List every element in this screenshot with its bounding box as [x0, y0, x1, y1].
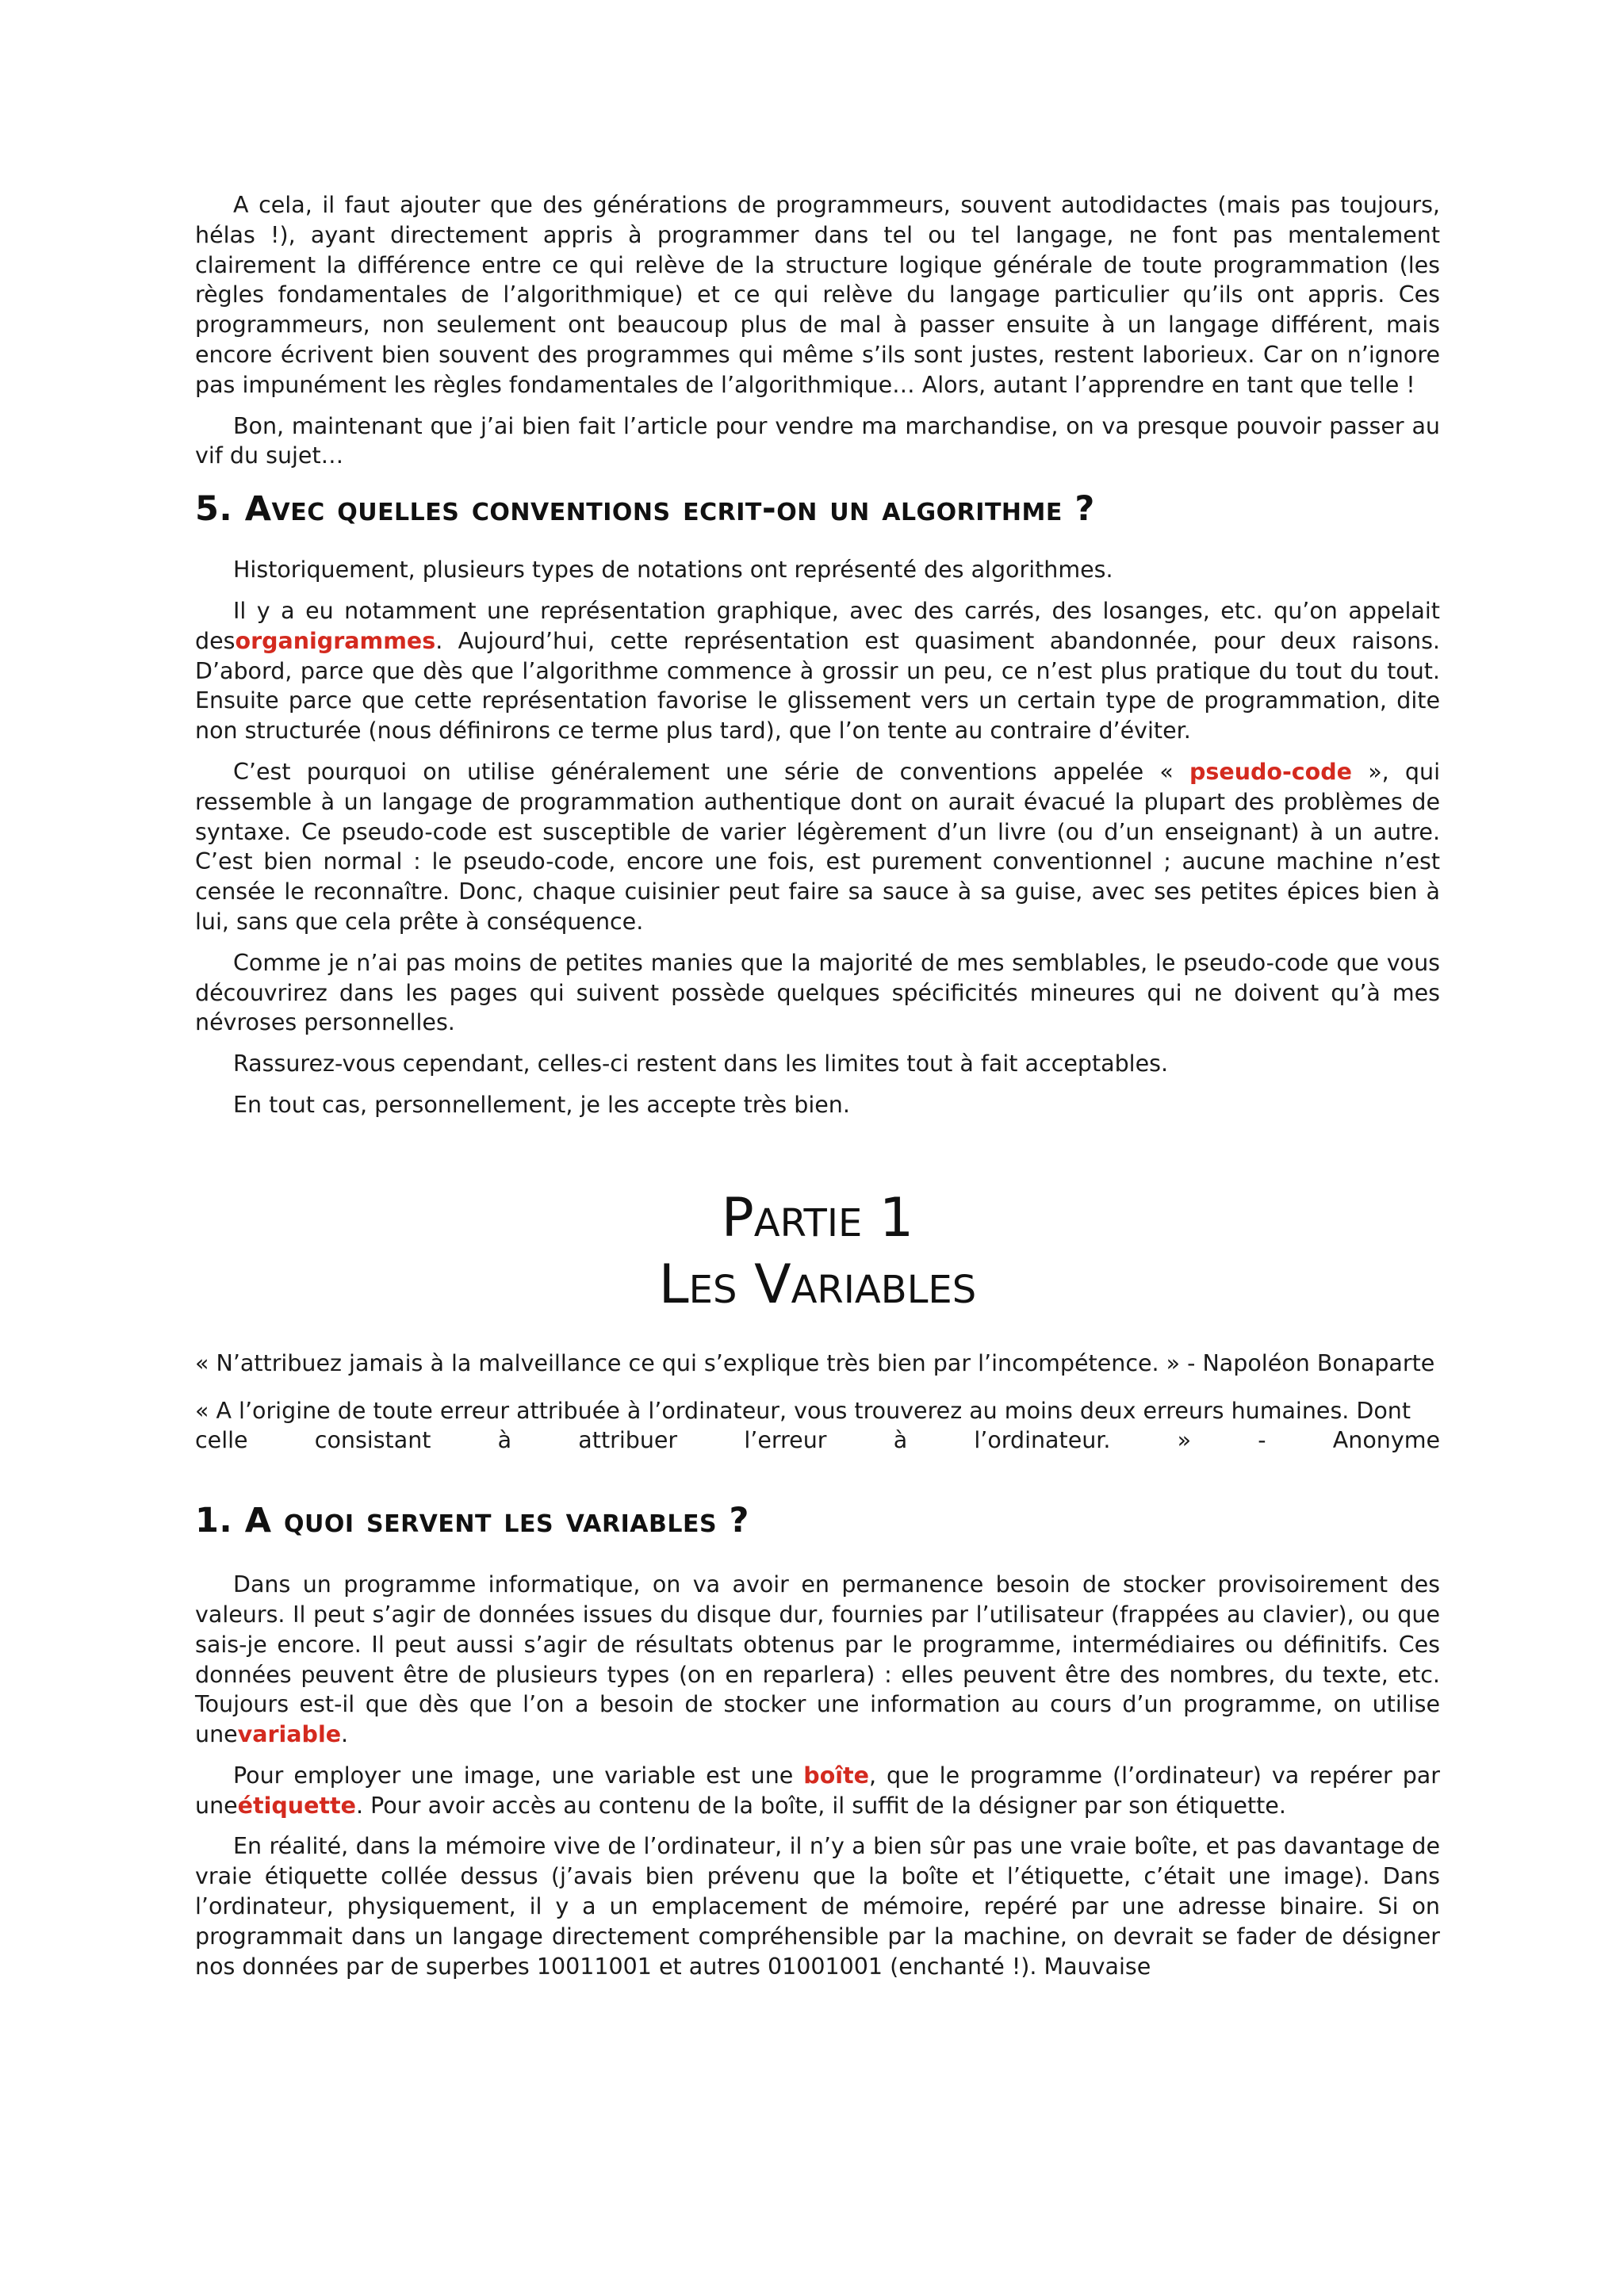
section-1-paragraph-3: En réalité, dans la mémoire vive de l’ordinateur, il n’y a bien sûr pas une vraie boîte, et pas davantage de vraie étiquette collée dessus (j’avais bien prévenu que la boîte et l’étiquette, c’était une image). Dans l’ordinateur, physiquement, il y a un emplacement de mémoire, repéré par une adresse binaire. Si on programmait dans un langage directement compréhensible par la machine, on devrait se fader de désigner nos données par de superbes 10011001 et autres 01001001 (enchanté !). Mauvaise	[195, 1833, 1440, 1980]
text-run: Pour employer une image, une variable est une	[233, 1762, 804, 1789]
epigraph-quote-2-line-2: celle consistant à attribuer l’erreur à l’ordinateur. » - Anonyme	[195, 1427, 1440, 1454]
highlight-term-boite: boîte	[803, 1762, 869, 1789]
text-run: . Aujourd’hui, cette représentation est quasiment abandonnée, pour deux raisons. D’abord, parce que dès que l’algorithme commence à grossir un peu, ce n’est plus pratique du tout du tout. Ensuite parce que cette représentation favorise le glissement vers un certain type de programmation, dite non structurée (nous définirons ce terme plus tard), que l’on tente au contraire d’éviter.	[195, 627, 1440, 744]
page-content	[195, 190, 1440, 1992]
section-5-heading: 5. Avec quelles conventions ecrit-on un algorithme ?	[195, 489, 1095, 530]
text-run: , que le programme (l’ordinateur) va repérer par une	[195, 1762, 1440, 1819]
text-run: Il y a eu notamment une représentation graphique, avec des carrés, des losanges, etc. qu’on appelait des	[195, 597, 1440, 654]
intro-paragraph-1: A cela, il faut ajouter que des générations de programmeurs, souvent autodidactes (mais pas toujours, hélas !), ayant directement appris à programmer dans tel ou tel langage, ne font pas mentalement clairement la différence entre ce qui relève de la structure logique générale de toute programmation (les règles fondamentales de l’algorithmique) et ce qui relève du langage particulier qu’ils ont appris. Ces programmeurs, non seulement ont beaucoup plus de mal à passer ensuite à un langage différent, mais encore écrivent bien souvent des programmes qui même s’ils sont justes, restent laborieux. Car on n’ignore pas impunément les règles fondamentales de l’algorithmique… Alors, autant l’apprendre en tant que telle !	[195, 192, 1440, 398]
section-1-paragraph-1	[195, 1570, 1440, 1750]
section-5-paragraph-5: Rassurez-vous cependant, celles-ci restent dans les limites tout à fait acceptables.	[233, 1050, 1169, 1077]
part-title-line-2: Les Variables	[658, 1253, 977, 1316]
epigraph-quote-2-line-1: « A l’origine de toute erreur attribuée à l’ordinateur, vous trouverez au moins deux erreurs humaines. Dont	[195, 1397, 1411, 1424]
highlight-term-variable: variable	[237, 1721, 342, 1748]
section-5-paragraph-4: Comme je n’ai pas moins de petites manies que la majorité de mes semblables, le pseudo-code que vous découvrirez dans les pages qui suivent possède quelques spécificités mineures qui ne doivent qu’à mes névroses personnelles.	[195, 949, 1440, 1036]
epigraph-quote-2	[195, 1396, 1440, 1456]
epigraph-quote-1: « N’attribuez jamais à la malveillance ce qui s’explique très bien par l’incompétence. » - Napoléon Bonaparte	[195, 1349, 1435, 1376]
text-run: Dans un programme informatique, on va avoir en permanence besoin de stocker provisoirement des valeurs. Il peut s’agir de données issues du disque dur, fournies par l’utilisateur (frappées au clavier), ou que sais-je encore. Il peut aussi s’agir de résultats obtenus par le programme, intermédiaires ou définitifs. Ces données peuvent être de plusieurs types (on en reparlera) : elles peuvent être des nombres, du texte, etc. Toujours est-il que dès que l’on a besoin de stocker une information au cours d’un programme, on utilise une	[195, 1571, 1440, 1748]
section-5-paragraph-3	[195, 757, 1440, 937]
text-run: », qui ressemble à un langage de programmation authentique dont on aurait évacué la plupart des problèmes de syntaxe. Ce pseudo-code est susceptible de varier légèrement d’un livre (ou d’un enseignant) à un autre. C’est bien normal : le pseudo-code, encore une fois, est purement conventionnel ; aucune machine n’est censée le reconnaître. Donc, chaque cuisinier peut faire sa sauce à sa guise, avec ses petites épices bien à lui, sans que cela prête à conséquence.	[195, 758, 1441, 935]
highlight-term-organigrammes: organigrammes	[235, 627, 436, 654]
part-title	[195, 1185, 1440, 1318]
highlight-term-pseudo-code: pseudo-code	[1189, 758, 1352, 785]
text-run: .	[341, 1721, 349, 1748]
part-title-line-1: Partie 1	[721, 1186, 914, 1249]
section-5-paragraph-2	[195, 596, 1440, 746]
highlight-term-etiquette: étiquette	[237, 1792, 356, 1819]
section-5-paragraph-1: Historiquement, plusieurs types de notations ont représenté des algorithmes.	[233, 557, 1113, 584]
text-run: . Pour avoir accès au contenu de la boîte, il suffit de la désigner par son étiquette.	[356, 1792, 1286, 1819]
section-1-heading: 1. A quoi servent les variables ?	[195, 1501, 749, 1541]
section-1-paragraph-2	[195, 1761, 1440, 1821]
intro-paragraph-2: Bon, maintenant que j’ai bien fait l’article pour vendre ma marchandise, on va presque pouvoir passer au vif du sujet…	[195, 412, 1440, 469]
section-5-paragraph-6: En tout cas, personnellement, je les accepte très bien.	[233, 1091, 850, 1118]
text-run: C’est pourquoi on utilise généralement une série de conventions appelée «	[233, 758, 1189, 785]
